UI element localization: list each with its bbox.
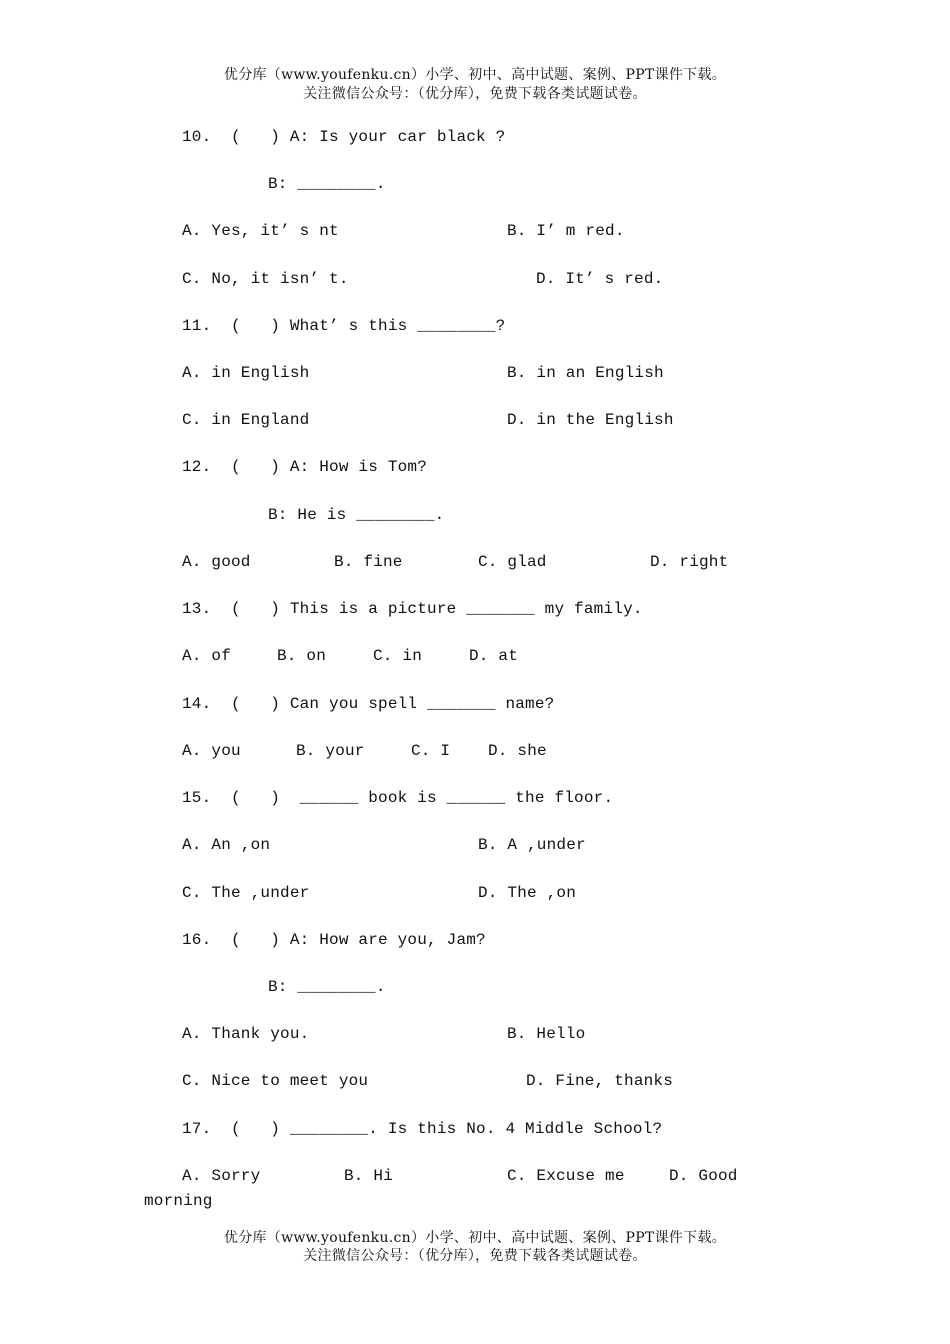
page-footer-line1: 优分库（www.youfenku.cn）小学、初中、高中试题、案例、PPT课件下载。 bbox=[223, 1230, 727, 1246]
question-14-stem: 14. ( ) Can you spell _______ name? bbox=[182, 695, 555, 713]
question-16-option-d: D. Fine, thanks bbox=[526, 1072, 674, 1090]
question-12-option-d: D. right bbox=[650, 553, 729, 571]
question-17-option-d: D. Good bbox=[669, 1167, 738, 1185]
question-10-option-d: D. It’ s red. bbox=[536, 270, 664, 288]
question-16-stem: 16. ( ) A: How are you, Jam? bbox=[182, 931, 486, 949]
question-12-response-b: B: He is ________. bbox=[268, 506, 445, 524]
question-13-option-d: D. at bbox=[469, 647, 519, 665]
question-14-option-d: D. she bbox=[488, 742, 547, 760]
question-10-response-b: B: ________. bbox=[268, 175, 386, 193]
question-11-option-a: A. in English bbox=[182, 364, 310, 382]
question-16-option-a: A. Thank you. bbox=[182, 1025, 310, 1043]
question-17-option-b: B. Hi bbox=[344, 1167, 394, 1185]
page-header-line2: 关注微信公众号：（优分库），免费下载各类试题试卷。 bbox=[303, 86, 647, 102]
page-footer-line2: 关注微信公众号：（优分库），免费下载各类试题试卷。 bbox=[303, 1248, 647, 1264]
page-header-line1: 优分库（www.youfenku.cn）小学、初中、高中试题、案例、PPT课件下载。 bbox=[223, 67, 727, 83]
question-16-option-b: B. Hello bbox=[507, 1025, 586, 1043]
question-11-option-c: C. in England bbox=[182, 411, 310, 429]
question-11-option-d: D. in the English bbox=[507, 411, 674, 429]
question-11-stem: 11. ( ) What’ s this ________? bbox=[182, 317, 506, 335]
question-12-option-a: A. good bbox=[182, 553, 251, 571]
question-15-option-a: A. An ,on bbox=[182, 836, 271, 854]
question-10-option-b: B. I’ m red. bbox=[507, 222, 625, 240]
question-17-option-a: A. Sorry bbox=[182, 1167, 261, 1185]
question-12-option-b: B. fine bbox=[334, 553, 403, 571]
question-15-option-d: D. The ,on bbox=[478, 884, 577, 902]
question-15-option-b: B. A ,under bbox=[478, 836, 586, 854]
question-12-option-c: C. glad bbox=[478, 553, 547, 571]
question-13-option-b: B. on bbox=[277, 647, 327, 665]
question-15-option-c: C. The ,under bbox=[182, 884, 310, 902]
question-17-stem: 17. ( ) ________. Is this No. 4 Middle School? bbox=[182, 1120, 663, 1138]
question-15-stem: 15. ( ) ______ book is ______ the floor. bbox=[182, 789, 614, 807]
question-16-option-c: C. Nice to meet you bbox=[182, 1072, 369, 1090]
question-13-option-c: C. in bbox=[373, 647, 423, 665]
question-12-stem: 12. ( ) A: How is Tom? bbox=[182, 458, 428, 476]
question-13-stem: 13. ( ) This is a picture _______ my family. bbox=[182, 600, 643, 618]
question-10-stem: 10. ( ) A: Is your car black ? bbox=[182, 128, 506, 146]
question-13-option-a: A. of bbox=[182, 647, 232, 665]
question-16-response-b: B: ________. bbox=[268, 978, 386, 996]
question-14-option-b: B. your bbox=[296, 742, 365, 760]
question-10-option-a: A. Yes, it’ s nt bbox=[182, 222, 339, 240]
question-17-option-d-wrap: morning bbox=[144, 1192, 213, 1210]
question-17-option-c: C. Excuse me bbox=[507, 1167, 625, 1185]
question-11-option-b: B. in an English bbox=[507, 364, 664, 382]
question-14-option-c: C. I bbox=[411, 742, 451, 760]
question-14-option-a: A. you bbox=[182, 742, 241, 760]
question-10-option-c: C. No, it isn’ t. bbox=[182, 270, 349, 288]
